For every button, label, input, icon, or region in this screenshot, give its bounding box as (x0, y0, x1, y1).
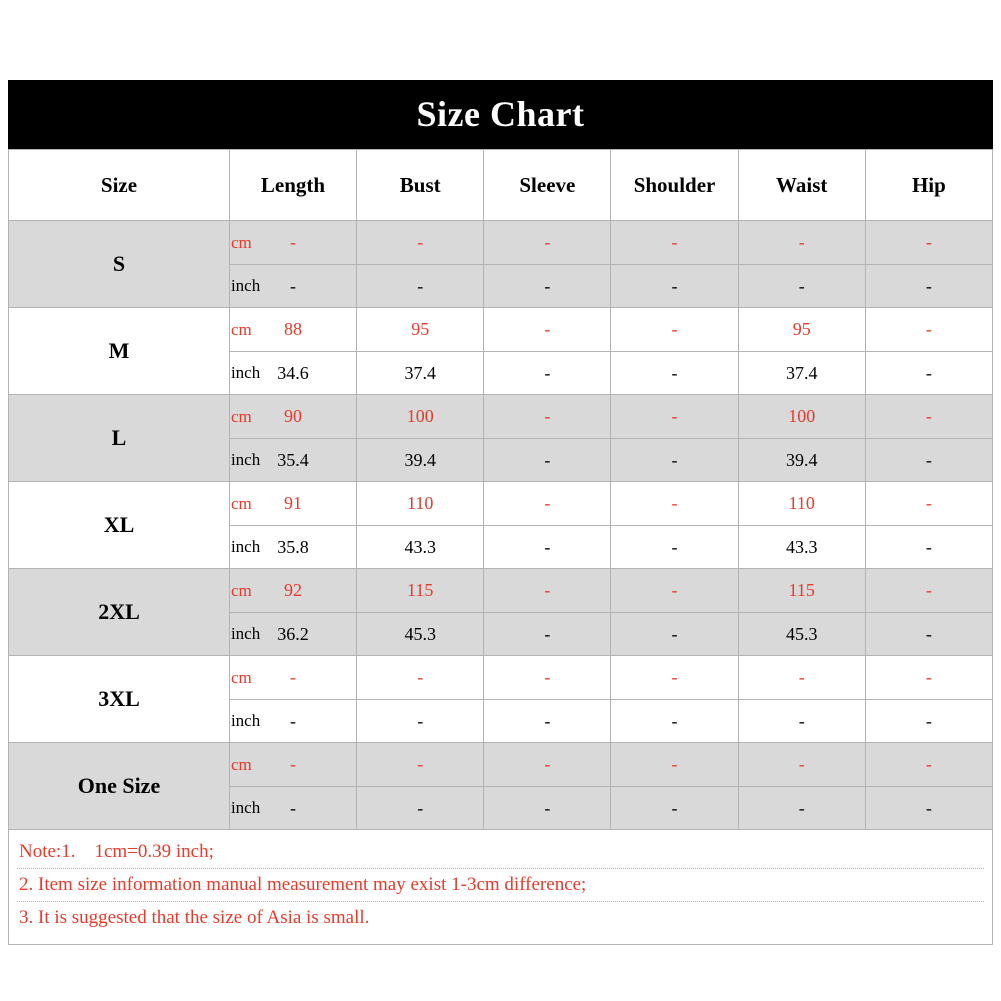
cell-length-cm: 88 (229, 308, 356, 352)
cell-sleeve-inch: - (484, 352, 611, 395)
cell-shoulder-cm: - (611, 221, 738, 265)
row-size-label: S (9, 221, 230, 308)
cell-shoulder-inch: - (611, 613, 738, 656)
cell-waist-inch: 45.3 (738, 613, 865, 656)
cell-length-inch: - (229, 265, 356, 308)
cell-hip-inch: - (865, 265, 992, 308)
cell-length-cm: - (229, 743, 356, 787)
note-line-3: 3. It is suggested that the size of Asia is small. (19, 907, 370, 928)
cell-sleeve-cm: - (484, 482, 611, 526)
cell-sleeve-cm: - (484, 395, 611, 439)
cell-sleeve-inch: - (484, 526, 611, 569)
table-row (9, 482, 993, 526)
cell-hip-cm: - (865, 482, 992, 526)
cell-bust-cm: - (357, 656, 484, 700)
row-size-label: M (9, 308, 230, 395)
cell-waist-inch: - (738, 265, 865, 308)
table-row (9, 308, 993, 352)
cell-length-cm: 92 (229, 569, 356, 613)
cell-sleeve-inch: - (484, 787, 611, 830)
cell-shoulder-inch: - (611, 700, 738, 743)
cell-length-cm: 90 (229, 395, 356, 439)
cell-waist-inch: 43.3 (738, 526, 865, 569)
page-title: Size Chart (8, 80, 993, 149)
cell-hip-cm: - (865, 308, 992, 352)
cell-bust-cm: 95 (357, 308, 484, 352)
column-header-waist: Waist (738, 150, 865, 221)
cell-bust-inch: 45.3 (357, 613, 484, 656)
row-size-label: XL (9, 482, 230, 569)
table-body (9, 221, 993, 830)
cell-sleeve-cm: - (484, 221, 611, 265)
cell-length-cm: 91 (229, 482, 356, 526)
cell-length-cm: - (229, 221, 356, 265)
cell-length-inch: - (229, 787, 356, 830)
row-size-label: One Size (9, 743, 230, 830)
row-size-label: 2XL (9, 569, 230, 656)
cell-shoulder-inch: - (611, 265, 738, 308)
column-header-length: Length (229, 150, 356, 221)
cell-shoulder-cm: - (611, 395, 738, 439)
cell-hip-inch: - (865, 352, 992, 395)
cell-bust-inch: 39.4 (357, 439, 484, 482)
cell-length-inch: 34.6 (229, 352, 356, 395)
cell-hip-cm: - (865, 569, 992, 613)
cell-sleeve-inch: - (484, 439, 611, 482)
cell-hip-inch: - (865, 787, 992, 830)
notes-section (8, 830, 993, 945)
cell-bust-inch: 43.3 (357, 526, 484, 569)
cell-bust-inch: - (357, 787, 484, 830)
note-line-2: 2. Item size information manual measurement may exist 1-3cm difference; (17, 869, 984, 902)
cell-sleeve-inch: - (484, 265, 611, 308)
table-row (9, 656, 993, 700)
cell-bust-inch: 37.4 (357, 352, 484, 395)
cell-hip-inch: - (865, 439, 992, 482)
table-row (9, 743, 993, 787)
table-row (9, 395, 993, 439)
cell-length-inch: 35.8 (229, 526, 356, 569)
column-header-hip: Hip (865, 150, 992, 221)
cell-shoulder-cm: - (611, 308, 738, 352)
cell-waist-cm: - (738, 743, 865, 787)
cell-waist-inch: 37.4 (738, 352, 865, 395)
cell-hip-inch: - (865, 613, 992, 656)
cell-waist-cm: 110 (738, 482, 865, 526)
cell-sleeve-cm: - (484, 308, 611, 352)
cell-shoulder-cm: - (611, 743, 738, 787)
column-header-bust: Bust (357, 150, 484, 221)
cell-hip-cm: - (865, 656, 992, 700)
cell-bust-cm: - (357, 743, 484, 787)
cell-bust-cm: 115 (357, 569, 484, 613)
cell-waist-cm: - (738, 656, 865, 700)
cell-shoulder-inch: - (611, 439, 738, 482)
cell-shoulder-inch: - (611, 352, 738, 395)
cell-waist-inch: - (738, 787, 865, 830)
cell-sleeve-cm: - (484, 656, 611, 700)
cell-hip-cm: - (865, 395, 992, 439)
cell-sleeve-inch: - (484, 613, 611, 656)
table-row (9, 221, 993, 265)
cell-hip-inch: - (865, 700, 992, 743)
cell-shoulder-cm: - (611, 482, 738, 526)
table-header (9, 150, 993, 221)
cell-waist-inch: 39.4 (738, 439, 865, 482)
cell-length-inch: 35.4 (229, 439, 356, 482)
cell-waist-cm: - (738, 221, 865, 265)
cell-bust-cm: 110 (357, 482, 484, 526)
cell-shoulder-cm: - (611, 569, 738, 613)
table-row (9, 569, 993, 613)
cell-hip-cm: - (865, 743, 992, 787)
row-size-label: L (9, 395, 230, 482)
cell-sleeve-inch: - (484, 700, 611, 743)
cell-length-cm: - (229, 656, 356, 700)
cell-bust-cm: - (357, 221, 484, 265)
cell-waist-cm: 100 (738, 395, 865, 439)
size-chart-container (8, 80, 993, 945)
cell-waist-cm: 115 (738, 569, 865, 613)
cell-shoulder-inch: - (611, 787, 738, 830)
column-header-shoulder: Shoulder (611, 150, 738, 221)
cell-waist-inch: - (738, 700, 865, 743)
column-header-size: Size (9, 150, 230, 221)
cell-waist-cm: 95 (738, 308, 865, 352)
cell-hip-cm: - (865, 221, 992, 265)
cell-hip-inch: - (865, 526, 992, 569)
cell-bust-cm: 100 (357, 395, 484, 439)
note-line-1: Note:1. 1cm=0.39 inch; (17, 836, 984, 869)
cell-length-inch: 36.2 (229, 613, 356, 656)
cell-shoulder-cm: - (611, 656, 738, 700)
size-table (8, 149, 993, 830)
cell-bust-inch: - (357, 265, 484, 308)
cell-shoulder-inch: - (611, 526, 738, 569)
row-size-label: 3XL (9, 656, 230, 743)
cell-length-inch: - (229, 700, 356, 743)
column-header-sleeve: Sleeve (484, 150, 611, 221)
cell-sleeve-cm: - (484, 569, 611, 613)
cell-sleeve-cm: - (484, 743, 611, 787)
cell-bust-inch: - (357, 700, 484, 743)
